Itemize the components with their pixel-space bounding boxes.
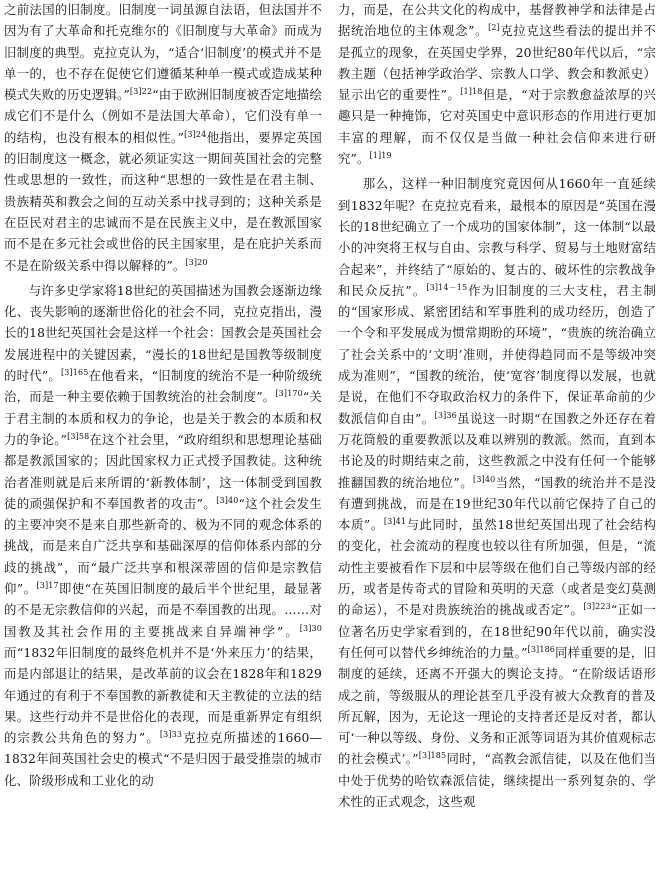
text-run: 在他看来，“旧制度的统治不是一种阶级统治，而是一种主要依赖于国教统治的社会制度”。 xyxy=(4,369,322,405)
text-run: 虽说这一时期“在国教之外还存在着万花筒般的重要教派以及难以辨别的教派。然而，直到本书论及的时期结束之前，这些教派之中没有任何一个能够推翻国教的统治地位”。 xyxy=(338,411,656,490)
citation-mark: [3]24 xyxy=(184,129,207,139)
text-run: 同时，“高教会派信徒，以及在他们当中处于优势的哈钦森派信徒，继续提出一系列复杂的、学术性的正式观念，这些观 xyxy=(338,752,657,809)
text-run: 那么，这样一种旧制度究竟因何从1660年一直延续到1832年呢？在克拉克看来，最根本的原因是“英国在漫长的18世纪确立了一个成功的国家体制”，这一体制“以最小的冲突将王权与自由、宗教与科学、贸易与土地财富结合起来”，并终结了“原始的、复古的、破坏性的宗教战争和民众反抗”。 xyxy=(338,177,656,298)
citation-mark: [1]19 xyxy=(369,150,392,160)
citation-mark: [3]186 xyxy=(527,644,556,654)
citation-mark: [3]20 xyxy=(185,257,208,267)
text-run: 作为旧制度的三大支柱，君主制的“国家形成、紧密团结和军事胜利的成功经历，创造了一个令和平发展成为惯常期盼的环境”，“贵族的统治确立了社会关系中的‘文明’准则，并使得趋同而不是等级冲突成为准则”，“国教的统治，使‘宽容’制度得以发展，也就是说，在他们不夺取政治权力的条件下，保证革命前的少数派信仰自由”。 xyxy=(338,283,656,426)
text-run: 在这个社会里，“政府组织和思想理论基础都是教派国家的；因此国家权力正式授予国教徒。这种统治者准则就是后来所谓的‘新教体制’，这一体制受到国教徒的顽强保护和不奉国教者的攻击”。 xyxy=(4,432,322,511)
paragraph xyxy=(338,174,656,813)
citation-mark: [2] xyxy=(488,23,500,33)
citation-mark: [3]22 xyxy=(129,87,153,97)
paragraph xyxy=(4,281,322,792)
text-run: 克拉克这些看法的提出并不是孤立的现象，在英国史学界，20世纪80年代以后，“宗教主题（包括神学政治学、宗教人口学、教会和教派史）显示出它的重要性”。 xyxy=(338,24,656,103)
paragraph xyxy=(4,0,322,277)
text-run: 即使“在英国旧制度的最后半个世纪里，最显著的不是无宗教信仰的兴起，而是不奉国教的出现。……对国教及其社会作用的主要挑战来自异端神学”。 xyxy=(4,582,322,639)
text-run: “关于君主制的本质和权力的争论，也是关于教会的本质和权力的争论。” xyxy=(4,390,322,447)
citation-mark: [3]33 xyxy=(159,729,183,739)
citation-mark: [3]14－15 xyxy=(426,282,468,292)
citation-mark: [3]40 xyxy=(216,495,239,505)
citation-mark: [3]30 xyxy=(299,623,322,633)
citation-mark: [3]170 xyxy=(275,389,303,399)
text-run: 但是，“对于宗教愈益浓厚的兴趣只是一种掩饰，它对英国史中意识形态的作用进行更加丰富的理解，而不仅仅是当做一种社会信仰来进行研究”。 xyxy=(338,88,656,167)
text-run: 与许多史学家将18世纪的英国描述为国教会逐渐边缘化、丧失影响的逐渐世俗化的社会不同，克拉克指出，漫长的18世纪英国社会是这样一个社会：国教会是英国社会发展进程中的关键因素，“漫长的18世纪是国教等级制度的时代”。 xyxy=(4,283,322,384)
paragraph xyxy=(338,0,656,170)
text-run: 克拉克所描述的1660—1832年间英国社会史的模式“不是归因于最受推崇的城市化、阶级形成和工业化的动 xyxy=(4,731,323,788)
text-run: “由于欧洲旧制度被否定地描绘成它们不是什么（例如不是法国大革命），它们没有单一的结构，也没有根本的相似性。” xyxy=(4,88,322,145)
citation-mark: [3]17 xyxy=(36,580,59,590)
text-run: 力，而是，在公共文化的构成中，基督教神学和法律是占据统治地位的主体观念”。 xyxy=(338,3,656,39)
citation-mark: [1]18 xyxy=(460,87,483,97)
text-run: “正如一位著名历史学家看到的，在18世纪90年代以前，确实没有任何可以替代乡绅统治的力量。” xyxy=(338,603,656,660)
text-run: 与此同时，虽然18世纪英国出现了社会结构的变化，社会流动的程度也较以往有所加强，但是，“流动性主要被看作下层和中层等级在他们自己等级内部的经历，或者是传奇式的冒险和英明的天意（或者是变幻莫测的命运），不是对贵族统治的挑战或否定”。 xyxy=(338,518,656,618)
citation-mark: [3]36 xyxy=(434,410,457,420)
text-run: 当然，“国教的统治并不是没有遭到挑战，而是在19世纪30年代以前它保持了自己的本质”。 xyxy=(338,475,656,533)
text-run: “这个社会发生的主要冲突不是来自那些新奇的、极为不同的观念体系的挑战，而是来自广泛共享和基础深厚的信仰体系内部的分歧的挑战”，而“最广泛共享和根深蒂固的信仰是宗教信仰”。 xyxy=(4,496,322,597)
citation-mark: [3]40 xyxy=(473,474,496,484)
text-run: 同样重要的是，旧制度的延续，还离不开强大的舆论支持。“在阶级话语形成之前，等级服从的理论甚至几乎没有被大众教育的普及所瓦解，因为，无论这一理论的支持者还是反对者，都认可‘一种以等级、身份、义务和正派等词语为其价值观标志的社会模式’。” xyxy=(338,645,656,767)
right-column xyxy=(338,0,656,813)
citation-mark: [3]165 xyxy=(61,367,89,377)
citation-mark: [3]41 xyxy=(383,517,407,527)
citation-mark: [3]185 xyxy=(418,751,447,761)
text-run: 而“1832年旧制度的最终危机并不是‘外来压力’的结果，而是内部退让的结果，是改革前的议会在1828年和1829年通过的有利于不奉国教的新教徒和天主教徒的立法的结果。这些行动并不是世俗化的表现，而是重新界定有组织的宗教公共角色的努力”。 xyxy=(4,645,322,746)
citation-mark: [3]223 xyxy=(583,602,611,612)
left-column xyxy=(4,0,322,792)
citation-mark: [3]58 xyxy=(67,431,90,441)
text-run: 之前法国的旧制度。旧制度一词虽源自法语，但法国并不因为有了大革命和托克维尔的《旧制度与大革命》而成为旧制度的典型。克拉克认为，“适合‘旧制度’的模式并不是单一的，也不存在促使它们遵循某种单一模式或造成某种模式失败的历史逻辑。” xyxy=(4,3,322,103)
text-run: 他指出，要界定英国的旧制度这一概念，就必须证实这一期间英国社会的完整性或思想的一致性，而这种“思想的一致性是在君主制、贵族精英和教会之间的互动关系中找寻到的；这种关系是在臣民对君主的忠诚而不是在民族主义中，是在教派国家而不是在多元社会或世俗的民主国家里，是在庇护关系而不是在阶级关系中得以解释的”。 xyxy=(4,130,322,273)
